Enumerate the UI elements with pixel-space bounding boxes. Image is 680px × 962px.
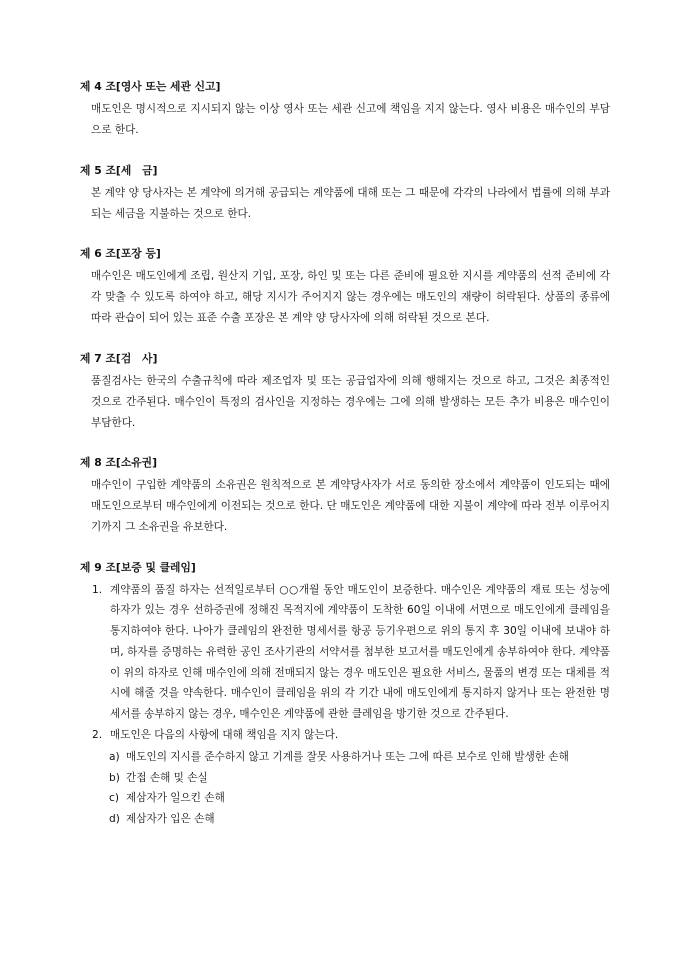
subitem-text: 제삼자가 입은 손해 xyxy=(126,813,215,826)
subitem-list xyxy=(110,747,610,830)
subitem-mark: b) xyxy=(109,771,120,784)
subitem-mark: c) xyxy=(109,792,119,805)
clause-number: 1. xyxy=(92,583,103,596)
article-body: 본 계약 양 당사자는 본 계약에 의거해 공급되는 계약품에 대해 또는 그 때문에 각각의 나라에서 법률에 의해 부과되는 세금을 지불하는 것으로 한다. xyxy=(91,186,610,220)
subitem-text: 매도인의 지시를 준수하지 않고 기계를 잘못 사용하거나 또는 그에 따른 보수로 인해 발생한 손해 xyxy=(126,750,569,763)
article-body: 품질검사는 한국의 수출규칙에 따라 제조업자 및 또는 공급업자에 의해 행해지는 것으로 하고, 그것은 최종적인 것으로 간주된다. 매수인이 특정의 검사인을 지정하는 경우에는 그에 의해 발생하는 모든 추가 비용은 매수인이 부담한다. xyxy=(91,374,610,429)
article-8 xyxy=(80,454,610,538)
clause-text: 계약품의 품질 하자는 선적일로부터 ○○개월 동안 매도인이 보증한다. 매수인은 계약품의 재료 또는 성능에 하자가 있는 경우 선하증권에 정해진 목적지에 계약품이 도착한 60일 이내에 서면으로 매도인에게 클레임을 통지하여야 한다. 나아가 클레임의 완전한 명세서를 항공 등기우편으로 위의 통지 후 30일 이내에 보내야 하며, 하자를 증명하는 유력한 공인 조사기관의 서약서를 첨부한 보고서를 매도인에게 송부하여야 한다. 계약품이 위의 하자로 인해 매수인에 의해 전매되지 않는 경우 매도인은 필요한 서비스, 물품의 변경 또는 대체를 적시에 해줄 것을 약속한다. 매수인이 클레임을 위의 각 기간 내에 매도인에게 통지하지 않거나 또는 완전한 명세서를 송부하지 않는 경우, 매수인은 계약품에 관한 클레임을 방기한 것으로 간주된다. xyxy=(110,583,610,721)
article-body: 매수인은 매도인에게 조립, 원산지 기입, 포장, 하인 및 또는 다른 준비에 필요한 지시를 계약품의 선적 준비에 각각 맞출 수 있도록 하여야 하고, 해당 지시가 주어지지 않는 경우에는 매도인의 재량이 허락된다. 상품의 종류에 따라 관습이 되어 있는 표준 수출 포장은 본 계약 양 당사자에 의해 허락된 것으로 본다. xyxy=(91,270,610,324)
article-9 xyxy=(80,559,610,831)
article-title: 제 7 조[검 사] xyxy=(80,351,158,365)
clause-number: 2. xyxy=(92,729,103,742)
subitem-b xyxy=(109,768,610,789)
clause-text: 매도인은 다음의 사항에 대해 책임을 지지 않는다. xyxy=(110,729,339,742)
article-title: 제 4 조[영사 또는 세관 신고] xyxy=(80,80,221,93)
article-7 xyxy=(80,350,610,434)
article-title: 제 8 조[소유권] xyxy=(80,456,158,469)
clause-1 xyxy=(80,580,610,726)
clause-list xyxy=(80,580,610,831)
subitem-c xyxy=(109,788,610,809)
article-6 xyxy=(80,245,610,329)
article-title: 제 6 조[포장 등] xyxy=(80,247,161,260)
article-title: 제 5 조[세 금] xyxy=(80,163,158,177)
subitem-mark: a) xyxy=(109,750,120,763)
article-4 xyxy=(80,78,610,141)
article-title: 제 9 조[보증 및 클레임] xyxy=(80,560,196,574)
article-body: 매도인은 명시적으로 지시되지 않는 이상 영사 또는 세관 신고에 책임을 지지 않는다. 영사 비용은 매수인의 부담으로 한다. xyxy=(91,103,610,136)
subitem-d xyxy=(109,809,610,830)
subitem-mark: d) xyxy=(109,813,120,826)
subitem-a xyxy=(109,747,610,768)
subitem-text: 간접 손해 및 손실 xyxy=(126,771,208,784)
article-5 xyxy=(80,162,610,225)
article-body: 매수인이 구입한 계약품의 소유권은 원칙적으로 본 계약당사자가 서로 동의한 장소에서 계약품이 인도되는 때에 매도인으로부터 매수인에게 이전되는 것으로 한다. 단 매도인은 계약품에 대한 지불이 계약에 따라 전부 이루어지기까지 그 소유권을 유보한다. xyxy=(91,479,610,533)
contract-page xyxy=(80,78,610,851)
subitem-text: 제삼자가 일으킨 손해 xyxy=(126,792,225,805)
clause-2 xyxy=(80,725,610,830)
